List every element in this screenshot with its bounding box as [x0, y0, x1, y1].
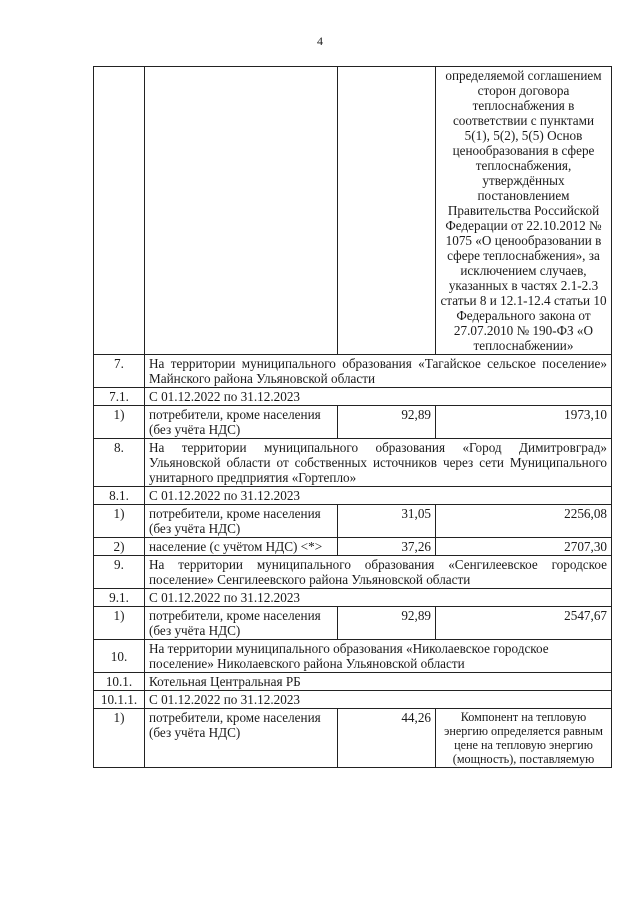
row-number: 9.1. [94, 589, 145, 607]
consumer-label: население (с учётом НДС) <*> [145, 538, 338, 556]
continuation-note: определяемой соглашением сторон договора теплоснабжения в соответствии с пунктами 5(1), 5(2), 5(5) Основ ценообразования в сфере теплоснабжения, утверждённых постановлением Правительства Российской Федерации от 22.10.2012 № 1075 «О ценообразовании в сфере теплоснабжения», за исключением случаев, указанных в частях 2.1-2.3 статьи 8 и 12.1-12.4 статьи 10 Федерального закона от 27.07.2010 № 190-ФЗ «О теплоснабжении» [436, 67, 612, 355]
table-row-continuation [94, 67, 612, 355]
subsection-text: Котельная Центральная РБ [145, 673, 612, 691]
section-row [94, 556, 612, 589]
row-number: 1) [94, 406, 145, 439]
row-number: 10.1.1. [94, 691, 145, 709]
consumer-label: потребители, кроме населения (без учёта НДС) [145, 709, 338, 768]
section-row [94, 355, 612, 388]
value-2: 1973,10 [436, 406, 612, 439]
value-1: 92,89 [338, 607, 436, 640]
value-1: 44,26 [338, 709, 436, 768]
section-text: На территории муниципального образования «Тагайское сельское поселение» Майнского района Ульяновской области [145, 355, 612, 388]
period-text: С 01.12.2022 по 31.12.2023 [145, 388, 612, 406]
period-text: С 01.12.2022 по 31.12.2023 [145, 589, 612, 607]
value-2: 2547,67 [436, 607, 612, 640]
section-row [94, 640, 612, 673]
value-cell [338, 67, 436, 355]
section-text: На территории муниципального образования «Сенгилеевское городское поселение» Сенгилеевского района Ульяновской области [145, 556, 612, 589]
row-number: 7. [94, 355, 145, 388]
row-number: 8.1. [94, 487, 145, 505]
value-2: 2256,08 [436, 505, 612, 538]
period-row [94, 589, 612, 607]
value-2: 2707,30 [436, 538, 612, 556]
label-cell [145, 67, 338, 355]
subsection-row [94, 673, 612, 691]
row-number: 10. [94, 640, 145, 673]
value-2-note: Компонент на тепловую энергию определяется равным цене на тепловую энергию (мощность), поставляемую [436, 709, 612, 768]
row-number: 1) [94, 607, 145, 640]
data-row [94, 607, 612, 640]
value-1: 92,89 [338, 406, 436, 439]
section-text: На территории муниципального образования «Николаевское городское поселение» Николаевского района Ульяновской области [145, 640, 612, 673]
row-number: 1) [94, 505, 145, 538]
number-cell [94, 67, 145, 355]
row-number: 2) [94, 538, 145, 556]
page-number: 4 [317, 34, 323, 48]
section-row [94, 439, 612, 487]
row-number: 1) [94, 709, 145, 768]
period-text: С 01.12.2022 по 31.12.2023 [145, 487, 612, 505]
period-row [94, 691, 612, 709]
row-number: 7.1. [94, 388, 145, 406]
data-row [94, 505, 612, 538]
period-row [94, 388, 612, 406]
section-text: На территории муниципального образования «Город Димитровград» Ульяновской области от собственных источников через сети Муниципального унитарного предприятия «Гортепло» [145, 439, 612, 487]
period-text: С 01.12.2022 по 31.12.2023 [145, 691, 612, 709]
data-row [94, 538, 612, 556]
value-1: 37,26 [338, 538, 436, 556]
row-number: 10.1. [94, 673, 145, 691]
consumer-label: потребители, кроме населения (без учёта НДС) [145, 607, 338, 640]
consumer-label: потребители, кроме населения (без учёта НДС) [145, 505, 338, 538]
value-1: 31,05 [338, 505, 436, 538]
tariff-table [93, 66, 612, 768]
row-number: 8. [94, 439, 145, 487]
period-row [94, 487, 612, 505]
data-row [94, 406, 612, 439]
data-row [94, 709, 612, 768]
consumer-label: потребители, кроме населения (без учёта НДС) [145, 406, 338, 439]
row-number: 9. [94, 556, 145, 589]
